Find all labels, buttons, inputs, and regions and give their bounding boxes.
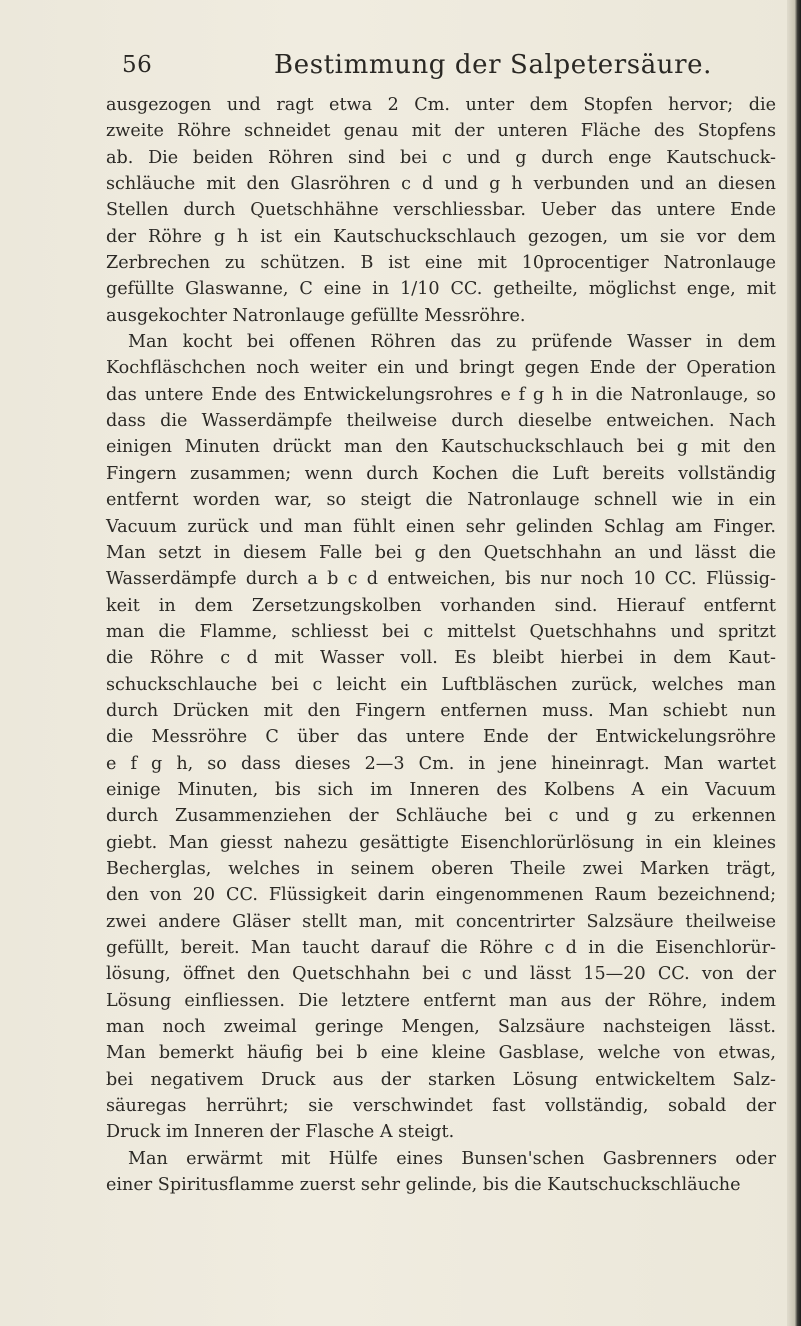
text-line: bei negativem Druck aus der starken Lösung entwickeltem Salz-	[106, 1069, 776, 1090]
text-line: schuckschlauche bei c leicht ein Luftbläschen zurück, welches man	[106, 674, 776, 695]
text-line: einer Spiritusflamme zuerst sehr gelinde, bis die Kautschuckschläuche	[106, 1175, 741, 1196]
paragraph-start-line: Man erwärmt mit Hülfe eines Bunsen'schen Gasbrenners oder	[128, 1148, 776, 1169]
text-line: giebt. Man giesst nahezu gesättigte Eisenchlorürlösung in ein kleines	[106, 832, 776, 853]
text-line: ausgezogen und ragt etwa 2 Cm. unter dem Stopfen hervor; die	[106, 95, 776, 115]
text-line: gefüllt, bereit. Man taucht darauf die Röhre c d in die Eisenchlorür-	[106, 938, 776, 958]
text-line: Stellen durch Quetschhähne verschliessbar. Ueber das untere Ende	[106, 200, 776, 221]
text-line: dass die Wasserdämpfe theilweise durch dieselbe entweichen. Nach	[106, 411, 776, 432]
text-line: entfernt worden war, so steigt die Natronlauge schnell wie in ein	[106, 490, 776, 511]
text-line: säuregas herrührt; sie verschwindet fast vollständig, sobald der	[106, 1096, 776, 1117]
page-edge-shadow	[787, 0, 801, 1326]
text-line: Man setzt in diesem Falle bei g den Quetschhahn an und lässt die	[106, 542, 776, 563]
text-line: einige Minuten, bis sich im Inneren des Kolbens A ein Vacuum	[106, 779, 776, 800]
text-line: man noch zweimal geringe Mengen, Salzsäure nachsteigen lässt.	[106, 1017, 776, 1038]
text-line: der Röhre g h ist ein Kautschuckschlauch gezogen, um sie vor dem	[106, 226, 776, 247]
text-line: Zerbrechen zu schützen. B ist eine mit 10procentiger Natronlauge	[106, 253, 776, 274]
text-line: lösung, öffnet den Quetschhahn bei c und lässt 15—20 CC. von der	[106, 964, 776, 985]
running-head: Bestimmung der Salpetersäure.	[274, 50, 713, 80]
paragraph-start-line: Man kocht bei offenen Röhren das zu prüfende Wasser in dem	[128, 332, 776, 353]
text-line: Vacuum zurück und man fühlt einen sehr gelinden Schlag am Finger.	[106, 516, 776, 537]
text-line: man die Flamme, schliesst bei c mittelst Quetschhahns und spritzt	[106, 621, 776, 642]
paragraph-end-line: Druck im Inneren der Flasche A steigt.	[106, 1122, 455, 1143]
body-text	[106, 92, 776, 1198]
text-line: durch Zusammenziehen der Schläuche bei c und g zu erkennen	[106, 806, 776, 827]
paragraph-end-line: ausgekochter Natronlauge gefüllte Messröhre.	[106, 305, 526, 326]
page-number: 56	[122, 52, 153, 78]
text-line: Wasserdämpfe durch a b c d entweichen, bis nur noch 10 CC. Flüssig-	[106, 569, 776, 590]
text-line: Kochfläschchen noch weiter ein und bringt gegen Ende der Operation	[106, 358, 776, 379]
text-line: Becherglas, welches in seinem oberen Theile zwei Marken trägt,	[106, 858, 776, 879]
text-line: ab. Die beiden Röhren sind bei c und g durch enge Kautschuck-	[106, 147, 776, 168]
text-line: das untere Ende des Entwickelungsrohres e f g h in die Natronlauge, so	[106, 384, 776, 405]
text-line: schläuche mit den Glasröhren c d und g h verbunden und an diesen	[106, 174, 776, 195]
text-line: durch Drücken mit den Fingern entfernen muss. Man schiebt nun	[106, 700, 776, 721]
text-line: zweite Röhre schneidet genau mit der unteren Fläche des Stopfens	[106, 121, 776, 142]
text-line: Man bemerkt häufig bei b eine kleine Gasblase, welche von etwas,	[106, 1043, 776, 1064]
text-line: einigen Minuten drückt man den Kautschuckschlauch bei g mit den	[106, 437, 776, 458]
text-line: Fingern zusammen; wenn durch Kochen die Luft bereits vollständig	[106, 463, 776, 484]
text-line: zwei andere Gläser stellt man, mit concentrirter Salzsäure theilweise	[106, 911, 776, 932]
text-line: die Röhre c d mit Wasser voll. Es bleibt hierbei in dem Kaut-	[106, 648, 776, 669]
page-header	[122, 50, 762, 90]
text-line: gefüllte Glaswanne, C eine in 1/10 CC. getheilte, möglichst enge, mit	[106, 279, 776, 300]
text-line: Lösung einfliessen. Die letztere entfernt man aus der Röhre, indem	[106, 990, 776, 1011]
text-line: die Messröhre C über das untere Ende der Entwickelungsröhre	[106, 727, 776, 748]
text-line: den von 20 CC. Flüssigkeit darin eingenommenen Raum bezeichnend;	[106, 885, 776, 906]
text-line: keit in dem Zersetzungskolben vorhanden sind. Hierauf entfernt	[106, 595, 776, 616]
text-line: e f g h, so dass dieses 2—3 Cm. in jene hineinragt. Man wartet	[106, 753, 776, 774]
